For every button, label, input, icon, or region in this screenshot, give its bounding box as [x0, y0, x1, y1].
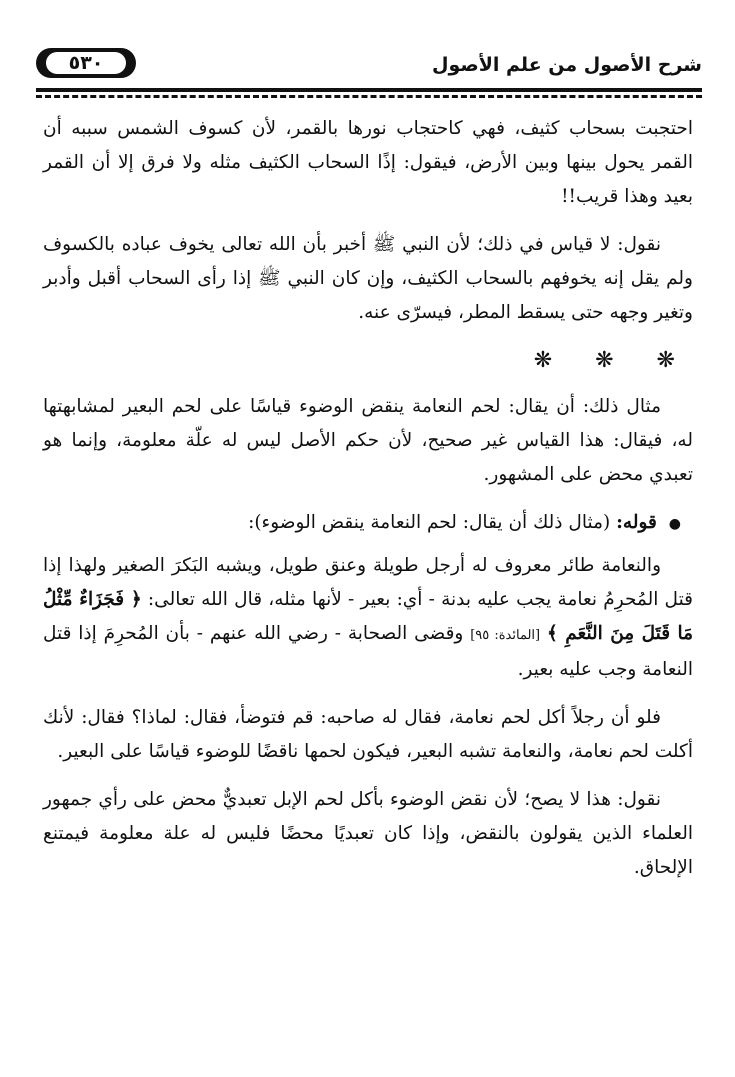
paragraph [43, 549, 693, 687]
section-separator: ❋ ❋ ❋ [533, 348, 693, 373]
paragraph: مثال ذلك: أن يقال: لحم النعامة ينقض الوضوء قياسًا على لحم البعير لمشابهتها له، فيقال: هذا القياس غير صحيح، لأن حكم الأصل ليس له علّة معلومة، وإنما هو تعبدي محض على المشهور. [43, 396, 693, 485]
paragraph: نقول: هذا لا يصح؛ لأن نقض الوضوء بأكل لحم الإبل تعبديٌّ محض على رأي جمهور العلماء الذين يقولون بالنقض، وإذا كان تعبديًا محضًا فليس له علة معلومة فيمتنع الإلحاق. [43, 789, 693, 878]
paragraph: فلو أن رجلاً أكل لحم نعامة، فقال له صاحبه: قم فتوضأ، فقال: لماذا؟ فقال: لأنك أكلت لحم نعامة، والنعامة تشبه البعير، فيكون لحمها ناقضًا للوضوء قياسًا على البعير. [43, 707, 693, 762]
page-number-badge [36, 48, 136, 78]
paragraph: نقول: لا قياس في ذلك؛ لأن النبي ﷺ أخبر بأن الله تعالى يخوف عباده بالكسوف ولم يقل إنه يخوفهم بالسحاب الكثيف، وإن كان النبي ﷺ إذا رأى السحاب أقبل وأدبر وتغير وجهه حتى يسقط المطر، فيسرّى عنه. [43, 234, 693, 323]
paragraph-text: والنعامة طائر معروف له أرجل طويلة وعنق طويل، ويشبه البَكرَ الصغير ولهذا إذا قتل المُحرِمُ نعامة يجب عليه بدنة - أي: بعير - لأنها مثله، قال الله تعالى: [43, 555, 693, 610]
paragraph-text: وقضى الصحابة - رضي الله عنهم - بأن المُحرِمَ إذا قتل النعامة وجب عليه بعير. [43, 623, 693, 680]
quran-verse: ﴿ فَجَزَاءٌ مِّثْلُ مَا قَتَلَ مِنَ النَّعَمِ ﴾ [43, 589, 693, 644]
paragraph: احتجبت بسحاب كثيف، فهي كاحتجاب نورها بالقمر، لأن كسوف الشمس سببه أن القمر يحول بينها وبين الأرض، فيقول: إذًا السحاب الكثيف مثله ولا فرق إلا أن القمر بعيد وهذا قريب!! [43, 118, 693, 207]
commentary-heading [43, 506, 693, 541]
page-header [36, 48, 702, 88]
verse-reference: [المائدة: ٩٥] [470, 628, 541, 643]
commentary-label: قوله: [616, 512, 657, 533]
bullet-icon: ● [668, 516, 681, 532]
commentary-quote: (مثال ذلك أن يقال: لحم النعامة ينقض الوضوء): [248, 512, 611, 533]
page-number: ٥٣٠ [46, 52, 126, 74]
header-dashed-rule [36, 95, 702, 98]
page-content [43, 112, 693, 899]
header-rule [36, 88, 702, 92]
running-title: شرح الأصول من علم الأصول [432, 54, 702, 76]
